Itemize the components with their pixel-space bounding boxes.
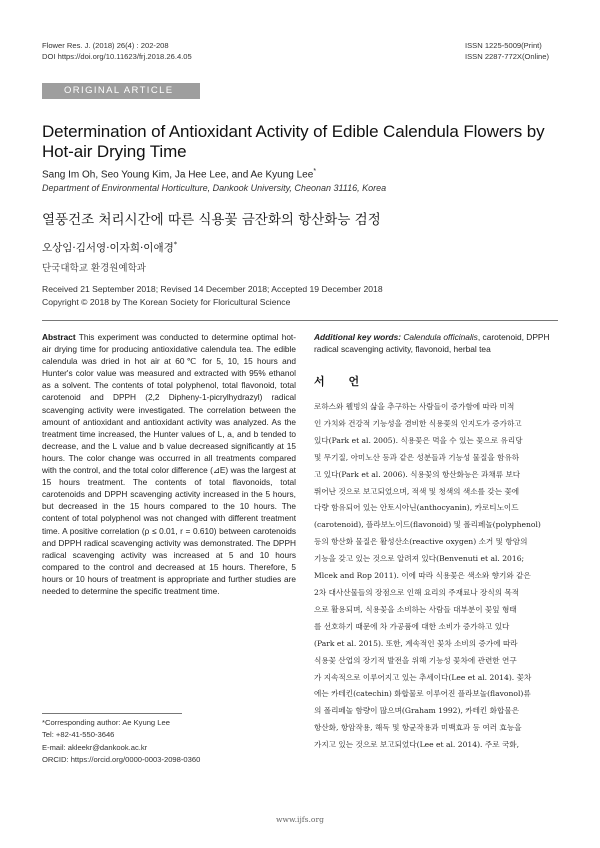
article-dates	[42, 283, 383, 308]
intro-line: (carotenoid), 플라보노이드(flavonoid) 및 폴리페놀(polyphenol)	[314, 520, 541, 530]
article-type-banner: ORIGINAL ARTICLE	[42, 83, 200, 99]
issn-print: ISSN 1225-5009(Print)	[465, 41, 542, 50]
intro-line: 및 무기질, 아미노산 등과 같은 성분들과 기능성 물질을 함유하	[314, 452, 520, 462]
intro-line: 항산화, 항암작용, 해독 및 항균작용과 미백효과 등 여러 효능을	[314, 723, 522, 733]
keywords-label: Additional key words:	[314, 332, 402, 342]
doi-line[interactable]: DOI https://doi.org/10.11623/frj.2018.26.4.05	[42, 52, 192, 61]
intro-line: 인 가치와 건강적 기능성을 겸비한 식용꽃의 인지도가 증가하고	[314, 418, 522, 428]
issn-online: ISSN 2287-772X(Online)	[465, 52, 549, 61]
korean-author-list	[42, 240, 177, 255]
copyright-line: Copyright © 2018 by The Korean Society for Floricultural Science	[42, 296, 291, 307]
corresponding-author: *Corresponding author: Ae Kyung Lee	[42, 718, 170, 727]
introduction-heading: 서 언	[314, 375, 370, 388]
affiliation: Department of Environmental Horticulture, Dankook University, Cheonan 31116, Korea	[42, 183, 387, 193]
intro-line: 식용꽃 산업의 장기적 발전을 위해 기능성 꽃차에 관련한 연구	[314, 655, 517, 665]
korean-author-names: 오상임·김서영·이자희·이애경	[42, 242, 174, 254]
received-dates: Received 21 September 2018; Revised 14 December 2018; Accepted 19 December 2018	[42, 284, 383, 294]
paper-title: Determination of Antioxidant Activity of Edible Calendula Flowers by Hot-air Drying Time	[42, 122, 545, 161]
journal-volume-line: Flower Res. J. (2018) 26(4) : 202-208	[42, 41, 169, 50]
author-email[interactable]: E-mail: akleekr@dankook.ac.kr	[42, 742, 148, 752]
keywords-species: Calendula officinalis	[403, 332, 478, 342]
intro-line: Mlcek and Rop 2011). 이에 따라 식용꽃은 색소와 향기와 같은	[314, 571, 531, 581]
intro-line: 에는 카테킨(catechin) 화합물로 이루어진 플라보놀(flavonol)류	[314, 689, 531, 699]
intro-line: 로하스와 웰빙의 삶을 추구하는 사람들이 증가함에 따라 미적	[314, 402, 515, 411]
intro-line: 를 선호하기 때문에 차 가공품에 대한 소비가 증가하고 있다	[314, 621, 510, 631]
journal-citation	[42, 40, 192, 62]
intro-line: 있다(Park et al. 2005). 식용꽃은 먹을 수 있는 꽃으로 유리당	[314, 435, 523, 445]
intro-line: (Park et al. 2015). 또한, 계속적인 꽃차 소비의 증가에 따라	[314, 638, 518, 648]
intro-line: 으로 활용되며, 식용꽃을 소비하는 사람들 대부분이 꽃잎 형태	[314, 604, 517, 614]
keywords	[314, 331, 562, 355]
korean-corresponding-mark: *	[173, 240, 177, 249]
author-names: Sang Im Oh, Seo Young Kim, Ja Hee Lee, and Ae Kyung Lee	[42, 169, 314, 181]
author-phone: Tel: +82-41-550-3646	[42, 730, 115, 740]
author-list	[42, 168, 316, 180]
intro-line: 뛰어난 것으로 보고되었으며, 적색 및 청색의 색소를 갖는 꽃에	[314, 486, 520, 496]
journal-website[interactable]: www.ijfs.org	[276, 815, 324, 824]
korean-title: 열풍건조 처리시간에 따른 식용꽃 금잔화의 항산화능 검정	[42, 212, 381, 228]
intro-line: 등의 항산화 물질은 활성산소(reactive oxygen) 소거 및 항암의	[314, 537, 528, 547]
introduction-body	[314, 399, 562, 754]
intro-line: 가지고 있는 것으로 보고되었다(Lee et al. 2014). 주로 국화,	[314, 740, 520, 750]
intro-line: 가 지속적으로 이루어지고 있는 추세이다(Lee et al. 2014). 꽃차	[314, 672, 532, 682]
intro-line: 고 있다(Park et al. 2006). 식용꽃의 항산화능은 과채류 보다	[314, 469, 521, 479]
keywords-list: , carotenoid, DPPH radical scavenging activity, flavonoid, herbal tea	[314, 332, 550, 354]
issn-block	[465, 40, 549, 62]
footnote-divider	[42, 713, 182, 714]
intro-line: 기능을 갖고 있는 것으로 알려져 있다(Benvenuti et al. 2016;	[314, 554, 525, 564]
section-divider	[42, 320, 558, 321]
author-orcid[interactable]: ORCID: https://orcid.org/0000-0003-2098-0360	[42, 755, 201, 765]
intro-line: 2차 대사산물들의 장점으로 인해 요리의 주재료나 장식의 목적	[314, 587, 520, 597]
abstract-label: Abstract	[42, 332, 76, 342]
abstract	[42, 331, 296, 597]
intro-line: 다량 함유되어 있는 안토시아닌(anthocyanin), 카로티노이드	[314, 503, 519, 513]
corresponding-mark: *	[313, 168, 317, 175]
intro-line: 의 폴리페놀 함량이 많으며(Graham 1992), 카테킨 화합물은	[314, 706, 520, 716]
abstract-text: This experiment was conducted to determine optimal hot-air drying time for producing antioxidative calendula tea. The edible calendula was dried in hot air at 60℃ for 5, 10, 15 hours and Hunter's color value was measured and extracted with 95% ethanol as a solvent. The contents of total polyphenol, total flavonoid, total carotenoid and DPPH (2,2 Dipheny-1-picrylhydrazyl) radical scavenging activity were investigated. The correlation between the amount of antioxidant and antioxidant activity was analyzed. As the treatment time increased, the Hunter values of L, a, and b tended to decrease, and the L value and b value decreased significantly at 15 hours. The color change was occurred in all treatments compared with the control, and the total color difference (⊿E) was the largest at 15 hours treatment. The contents of total flavonoids, total carotenoids and DPPH scavenging activity increased in the 5 hours, but decreased in the 15 hours compared to the 10 hours. The content of total polyphenol was not changed with different treatment time. A positive correlation (ρ ≤ 0.01, r = 0.610) between carotenoids and DPPH radical scavenging activity was demonstrated. The DPPH radical scavenging activity was increased at 5 and 10 hours compared to the control and decreased at 15 hours. Therefore, 5 hours or 10 hours of treatment is appropriate and further studies are needed to determine the specific treatment time.	[42, 332, 296, 596]
corresponding-footnote	[42, 717, 200, 767]
korean-affiliation: 단국대학교 환경원예학과	[42, 263, 146, 274]
